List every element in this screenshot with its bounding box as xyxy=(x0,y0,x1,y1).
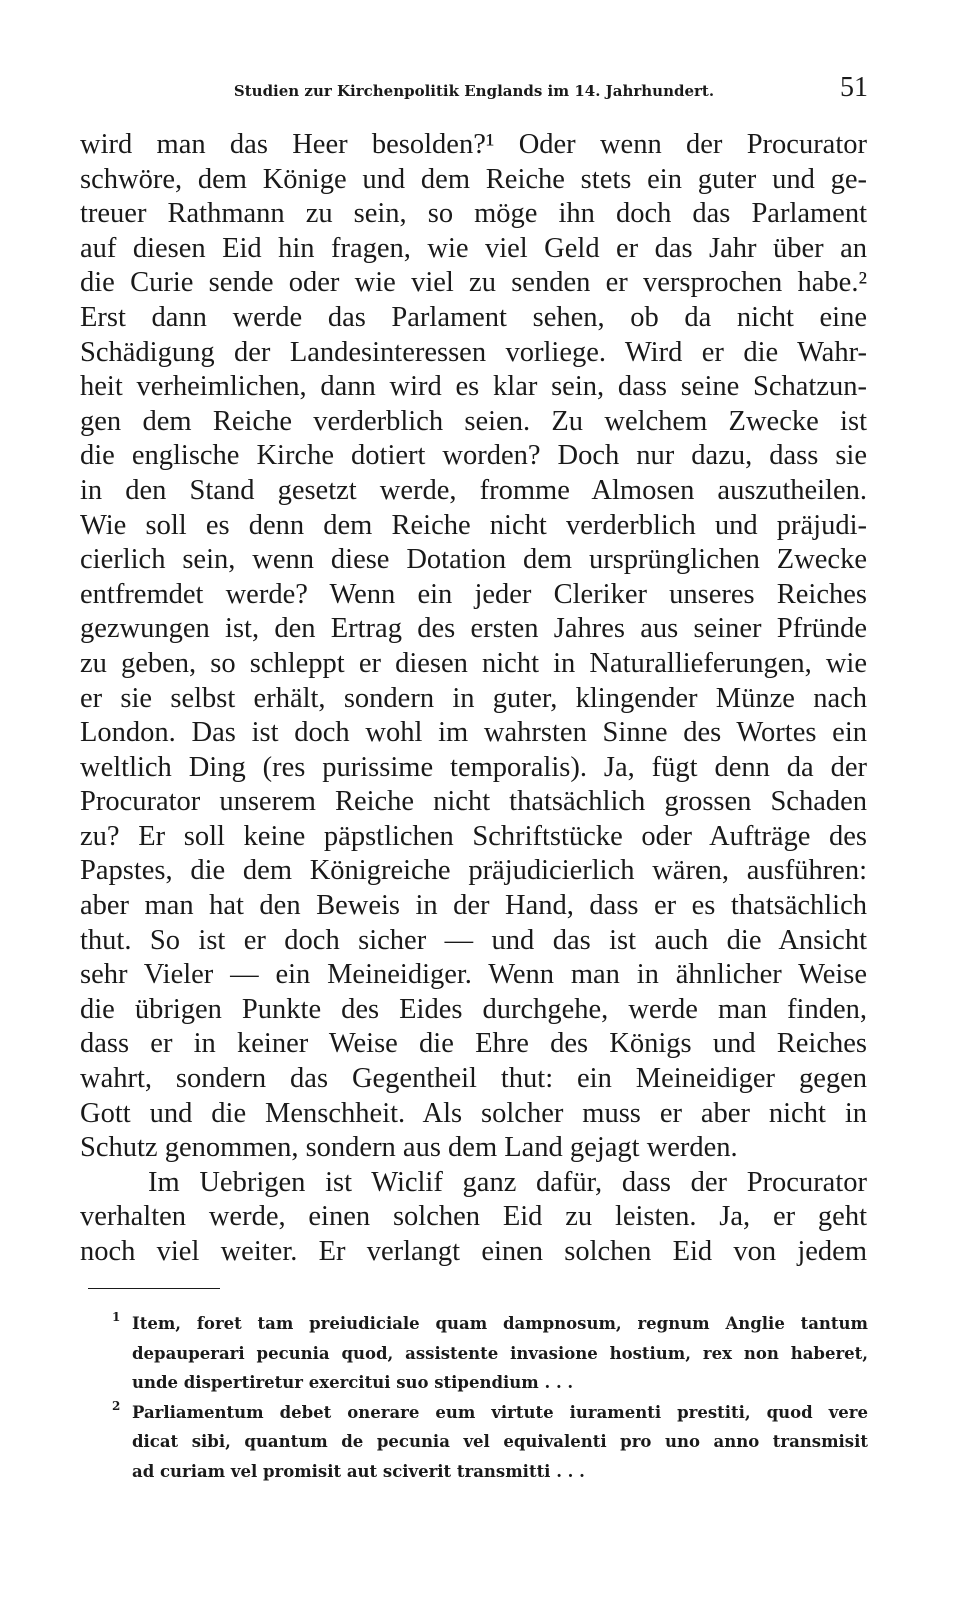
text-line: Procurator unserem Reiche nicht thatsächlich grossen Schaden xyxy=(80,786,867,818)
text-line: cierlich sein, wenn diese Dotation dem ursprünglichen Zwecke xyxy=(80,544,867,576)
text-line: sehr Vieler — ein Meineidiger. Wenn man in ähnlicher Weise xyxy=(80,959,867,991)
text-line: schwöre, dem Könige und dem Reiche stets ein guter und ge- xyxy=(80,163,867,195)
footnote-marker: 1 xyxy=(112,1310,121,1324)
text-line: die übrigen Punkte des Eides durchgehe, werde man finden, xyxy=(80,993,867,1025)
footnote-divider xyxy=(88,1288,220,1289)
running-title: Studien zur Kirchenpolitik Englands im 14. Jahrhundert. xyxy=(233,82,715,100)
text-line: zu? Er soll keine päpstlichen Schriftstücke oder Aufträge des xyxy=(80,820,867,852)
text-line: dass er in keiner Weise die Ehre des Königs und Reiches xyxy=(80,1028,867,1060)
text-line: Schutz genommen, sondern aus dem Land gejagt werden. xyxy=(80,1132,738,1164)
footnote-1 xyxy=(112,1309,868,1398)
text-line: noch viel weiter. Er verlangt einen solchen Eid von jedem xyxy=(80,1236,867,1267)
text-line: treuer Rathmann zu sein, so möge ihn doch das Parlament xyxy=(80,198,867,230)
text-line: die englische Kirche dotiert worden? Doch nur dazu, dass sie xyxy=(80,440,867,472)
text-line: Erst dann werde das Parlament sehen, ob da nicht eine xyxy=(80,301,867,333)
text-line: Gott und die Menschheit. Als solcher muss er aber nicht in xyxy=(80,1097,867,1129)
page-header xyxy=(80,72,868,104)
text-line: Im Uebrigen ist Wiclif ganz dafür, dass der Procurator xyxy=(148,1166,867,1198)
footnote-marker: 2 xyxy=(112,1398,121,1413)
footnote-line: 2 Parliamentum debet onerare eum virtute iuramenti prestiti, quod vere xyxy=(112,1398,868,1428)
text-line: aber man hat den Beweis in der Hand, dass er es thatsächlich xyxy=(80,890,867,922)
text-line: auf diesen Eid hin fragen, wie viel Geld er das Jahr über an xyxy=(80,232,867,264)
text-line: Wie soll es denn dem Reiche nicht verderblich und präjudi- xyxy=(80,509,867,541)
footnote-line: unde dispertiretur exercitui suo stipendium . . . xyxy=(132,1373,574,1392)
footnote-line: dicat sibi, quantum de pecunia vel equivalenti pro uno anno transmisit xyxy=(132,1432,868,1451)
text-line: verhalten werde, einen solchen Eid zu leisten. Ja, er geht xyxy=(80,1201,867,1233)
text-line: Schädigung der Landesinteressen vorliege. Wird er die Wahr- xyxy=(80,336,867,368)
text-line: entfremdet werde? Wenn ein jeder Cleriker unseres Reiches xyxy=(80,578,867,610)
text-line: wird man das Heer besolden?¹ Oder wenn der Procurator xyxy=(80,129,867,160)
main-text xyxy=(80,128,867,1270)
footnote-line: depauperari pecunia quod, assistente invasione hostium, rex non haberet, xyxy=(132,1343,868,1363)
text-line: die Curie sende oder wie viel zu senden er versprochen habe.² xyxy=(80,267,867,299)
text-line: in den Stand gesetzt werde, fromme Almosen auszutheilen. xyxy=(80,474,867,506)
footnote-line: ad curiam vel promisit aut sciverit transmitti . . . xyxy=(132,1461,585,1481)
text-line: gen dem Reiche verderblich seien. Zu welchem Zwecke ist xyxy=(80,405,867,437)
footnotes xyxy=(112,1309,868,1486)
footnote-2 xyxy=(112,1398,868,1487)
text-line: Papstes, die dem Königreiche präjudicierlich wären, ausführen: xyxy=(80,855,867,887)
page-number: 51 xyxy=(840,72,868,103)
text-line: London. Das ist doch wohl im wahrsten Sinne des Wortes ein xyxy=(80,717,867,749)
text-line: thut. So ist er doch sicher — und das ist auch die Ansicht xyxy=(80,924,867,956)
text-line: zu geben, so schleppt er diesen nicht in Naturallieferungen, wie xyxy=(80,647,867,679)
text-line: gezwungen ist, den Ertrag des ersten Jahres aus seiner Pfründe xyxy=(80,613,867,645)
text-line: weltlich Ding (res purissime temporalis). Ja, fügt denn da der xyxy=(80,751,867,783)
text-line: wahrt, sondern das Gegentheil thut: ein Meineidiger gegen xyxy=(80,1063,867,1095)
text-line: heit verheimlichen, dann wird es klar sein, dass seine Schatzun- xyxy=(80,371,867,403)
footnote-line: 1 Item, foret tam preiudiciale quam dampnosum, regnum Anglie tantum xyxy=(112,1309,868,1339)
text-line: er sie selbst erhält, sondern in guter, klingender Münze nach xyxy=(80,682,867,714)
